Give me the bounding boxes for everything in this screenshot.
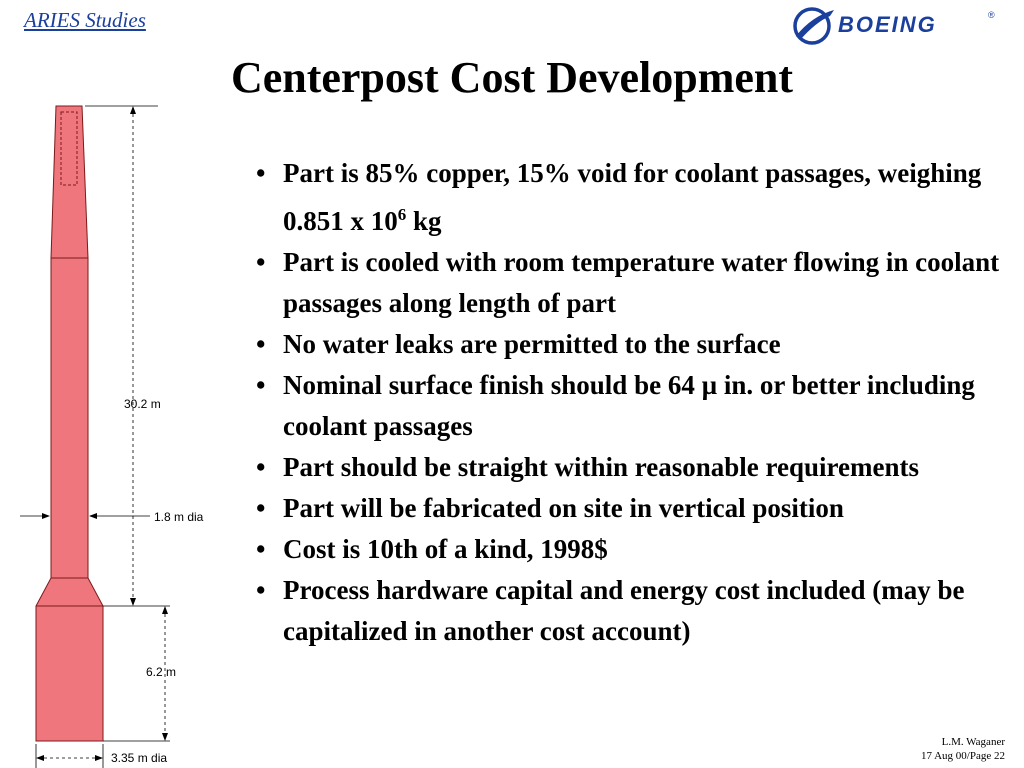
- bullet-symbol: •: [256, 247, 266, 277]
- bullet-symbol: •: [256, 370, 266, 400]
- bullet-symbol: •: [256, 158, 266, 188]
- bullet-item: [250, 529, 1010, 570]
- bullet-text: Part is 85% copper, 15% void for coolant passages, weighing 0.851 x 10: [283, 158, 982, 236]
- centerpost-shape: [36, 106, 103, 741]
- bullet-text: Cost is 10th of a kind, 1998$: [283, 534, 608, 564]
- bullet-text: Part should be straight within reasonable requirements: [283, 452, 920, 482]
- boeing-logo-icon: [795, 9, 834, 43]
- footer-date-page: 17 Aug 00/Page 22: [920, 750, 1005, 762]
- bullet-list: [250, 153, 1010, 652]
- height-label-upper: 30.2 m: [124, 397, 161, 411]
- boeing-logo-registered: ®: [988, 10, 995, 20]
- bullet-item: [250, 488, 1010, 529]
- bullet-item: [250, 365, 1010, 447]
- height-dimension-upper: [85, 106, 170, 606]
- boeing-logo-text: BOEING: [838, 12, 937, 37]
- bullet-symbol: •: [256, 493, 266, 523]
- bullet-item: [250, 242, 1010, 324]
- bullet-text: No water leaks are permitted to the surface: [283, 329, 781, 359]
- centerpost-diagram: [0, 95, 245, 768]
- boeing-logo: [790, 2, 1005, 48]
- bullet-item: [250, 447, 1010, 488]
- bullet-text-tail: kg: [406, 206, 442, 236]
- bullet-item: [250, 153, 1010, 242]
- bullet-symbol: •: [256, 575, 266, 605]
- bullet-item: [250, 324, 1010, 365]
- bullet-superscript: 6: [397, 205, 407, 224]
- bullet-symbol: •: [256, 534, 266, 564]
- bullet-text: Part will be fabricated on site in vertical position: [283, 493, 844, 523]
- aries-studies-link[interactable]: ARIES Studies: [24, 8, 146, 32]
- bullet-item: [250, 570, 1010, 652]
- slide-title: Centerpost Cost Development: [230, 53, 794, 102]
- bullet-text: Nominal surface finish should be 64 µ in. or better including coolant passages: [283, 370, 975, 441]
- bullet-symbol: •: [256, 452, 266, 482]
- height-label-lower: 6.2 m: [146, 665, 177, 679]
- footer: [880, 735, 1005, 763]
- bullet-symbol: •: [256, 329, 266, 359]
- bullet-text: Process hardware capital and energy cost included (may be capitalized in another cost account): [283, 575, 965, 646]
- diameter-dimension-lower: [36, 744, 103, 768]
- footer-author: L.M. Waganer: [941, 736, 1005, 748]
- diameter-label-lower: 3.35 m dia: [111, 751, 168, 765]
- diameter-label-upper: 1.8 m dia: [154, 510, 204, 524]
- bullet-text: Part is cooled with room temperature water flowing in coolant passages along length of part: [283, 247, 1000, 318]
